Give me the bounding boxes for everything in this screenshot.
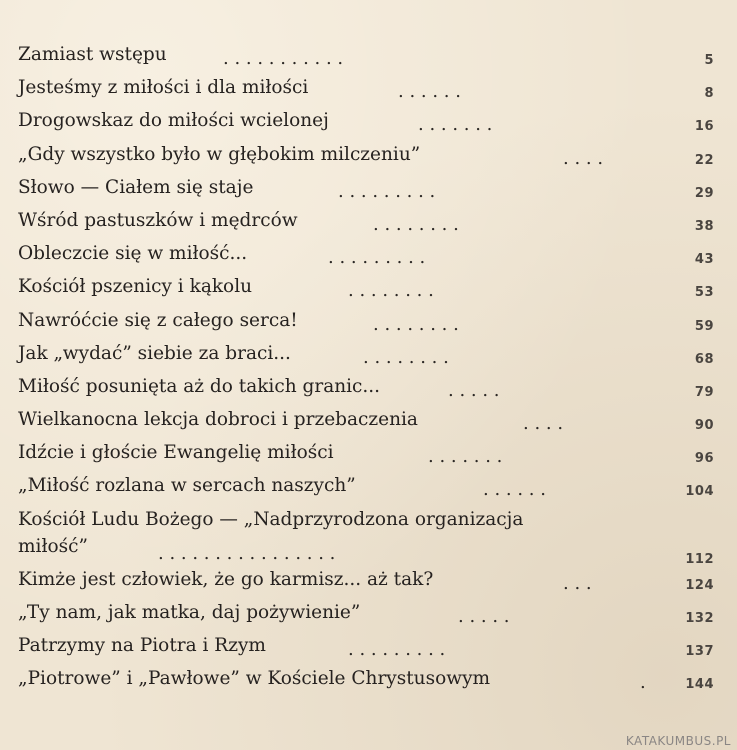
toc-dot-leader: . . . . . — [448, 379, 500, 401]
toc-entry-title: Idźcie i głoście Ewangelię miłości — [18, 442, 334, 464]
toc-entry — [18, 503, 718, 567]
toc-page-number: 53 — [694, 285, 714, 301]
toc-entry — [18, 436, 718, 469]
toc-page-number: 59 — [694, 318, 714, 334]
toc-page-number: 5 — [704, 53, 714, 68]
toc-entry-title: Obleczcie się w miłość... — [18, 243, 248, 265]
toc-entry — [18, 104, 718, 137]
toc-page-number: 29 — [694, 185, 714, 201]
toc-page-number: 8 — [704, 86, 714, 102]
toc-entry — [18, 662, 718, 695]
toc-dot-leader: . . . . . . . . . . . — [223, 48, 344, 69]
table-of-contents — [18, 38, 718, 695]
toc-dot-leader: . . . . . . . . — [373, 313, 459, 335]
toc-dot-leader: . . . . . . . — [428, 446, 503, 468]
toc-entry-title: Miłość posunięta aż do takich granic... — [18, 375, 381, 397]
toc-page-number: 22 — [694, 152, 714, 168]
toc-dot-leader: . . . . . . . . — [373, 213, 459, 235]
toc-entry — [18, 596, 718, 629]
toc-dot-leader: . . . . . . . . . — [338, 180, 436, 202]
toc-entry-title: Kimże jest człowiek, że go karmisz... aż tak? — [18, 568, 434, 590]
toc-page-number: 38 — [694, 218, 714, 234]
toc-dot-leader: . — [640, 672, 646, 694]
toc-entry — [18, 38, 718, 71]
toc-entry-title: Nawróćcie się z całego serca! — [18, 309, 298, 331]
toc-page-number: 79 — [694, 384, 714, 400]
toc-dot-leader: . . . . . . . . — [363, 346, 449, 368]
toc-entry — [18, 270, 718, 303]
toc-entry — [18, 304, 718, 337]
toc-entry-title: Zamiast wstępu — [18, 44, 167, 65]
toc-dot-leader: . . . . . . . . . — [328, 247, 426, 269]
toc-page-number: 16 — [694, 119, 714, 135]
toc-entry — [18, 138, 718, 171]
toc-page-number: 96 — [694, 451, 714, 467]
toc-dot-leader: . . . . . . . — [418, 114, 493, 136]
toc-entry — [18, 237, 718, 270]
toc-page-number: 144 — [685, 677, 714, 693]
toc-entry-title-line2: miłość” — [18, 535, 88, 557]
toc-entry — [18, 370, 718, 403]
toc-entry — [18, 403, 718, 436]
toc-entry — [18, 469, 718, 502]
toc-entry-title: „Piotrowe” i „Pawłowe” w Kościele Chrystusowym — [18, 668, 491, 690]
toc-page-number: 90 — [694, 418, 714, 434]
toc-page-number: 68 — [694, 351, 714, 367]
toc-dot-leader: . . . . . — [458, 605, 510, 627]
toc-entry-title: Słowo — Ciałem się staje — [18, 176, 254, 198]
toc-entry-title: „Gdy wszystko było w głębokim milczeniu” — [18, 143, 421, 165]
toc-page-number: 112 — [685, 551, 714, 567]
toc-entry — [18, 71, 718, 104]
toc-entry — [18, 204, 718, 237]
toc-dot-leader: . . . . . . . . . — [348, 639, 446, 660]
toc-entry-title: Wielkanocna lekcja dobroci i przebaczenia — [18, 409, 418, 431]
toc-entry-title: Patrzymy na Piotra i Rzym — [18, 635, 266, 656]
toc-page-number: 132 — [685, 610, 714, 626]
toc-dot-leader: . . . . — [563, 147, 604, 169]
toc-entry-title: Drogowskaz do miłości wcielonej — [18, 110, 329, 132]
watermark: KATAKUMBUS.PL — [625, 734, 731, 748]
toc-entry-title: Wśród pastuszków i mędrców — [18, 209, 298, 231]
toc-entry — [18, 563, 718, 596]
toc-entry — [18, 629, 718, 662]
toc-entry-title: Kościół pszenicy i kąkolu — [18, 276, 253, 298]
toc-entry-title-line1: Kościół Ludu Bożego — „Nadprzyrodzona organizacja — [18, 508, 524, 530]
toc-page-number: 43 — [694, 252, 714, 268]
toc-dot-leader: . . . — [563, 572, 592, 594]
toc-entry-title: „Miłość rozlana w sercach naszych” — [18, 475, 356, 497]
toc-dot-leader: . . . . . . . . . . . . . . . . — [158, 542, 336, 564]
toc-page-number: 104 — [685, 484, 714, 500]
toc-dot-leader: . . . . — [523, 413, 564, 435]
toc-entry — [18, 337, 718, 370]
toc-entry — [18, 171, 718, 204]
toc-entry-title: Jak „wydać” siebie za braci... — [18, 342, 291, 364]
toc-entry-title: „Ty nam, jak matka, daj pożywienie” — [18, 601, 361, 623]
toc-page-number: 137 — [685, 644, 714, 659]
toc-dot-leader: . . . . . . . . — [348, 280, 434, 302]
toc-page-number: 124 — [685, 577, 714, 593]
toc-dot-leader: . . . . . . — [398, 81, 461, 103]
toc-dot-leader: . . . . . . — [483, 479, 546, 501]
toc-entry-title: Jesteśmy z miłości i dla miłości — [18, 77, 309, 99]
